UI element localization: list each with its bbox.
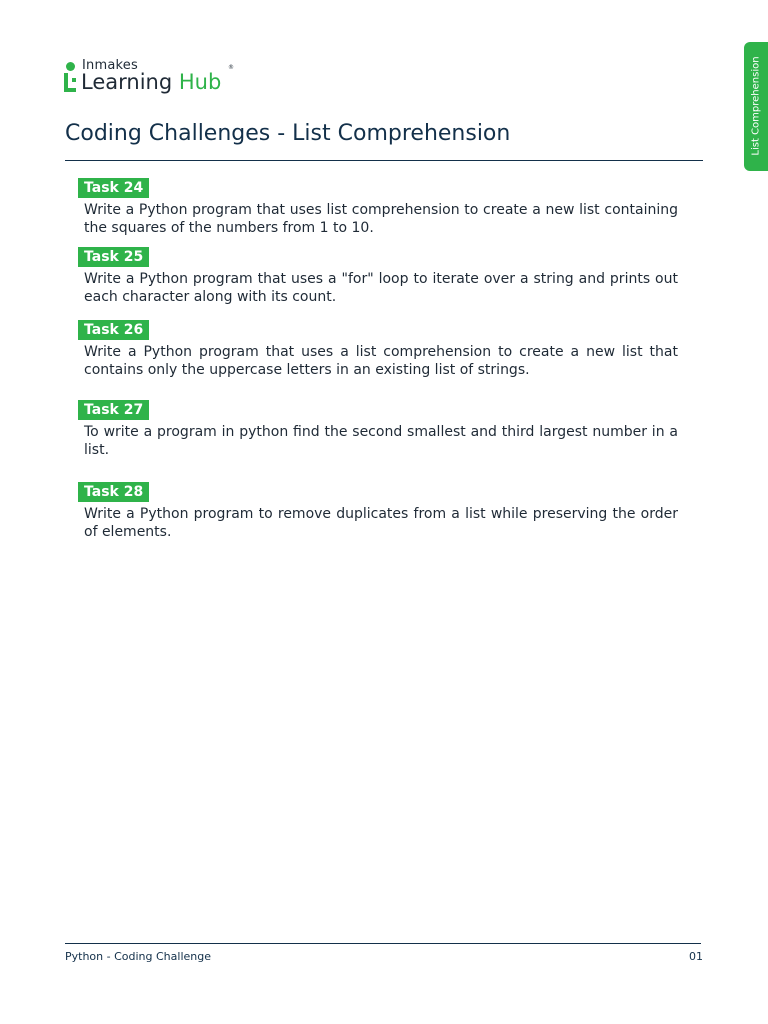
task-item-24 [78, 177, 678, 237]
page-number: 01 [689, 950, 703, 963]
page-title: Coding Challenges - List Comprehension [65, 121, 511, 146]
brand-logo [64, 58, 244, 100]
task-description: Write a Python program that uses a list comprehension to create a new list that contains only the uppercase letters in an existing list of strings. [84, 344, 678, 378]
task-description: Write a Python program to remove duplicates from a list while preserving the order of elements. [84, 506, 678, 540]
task-badge: Task 27 [78, 400, 149, 420]
task-item-28 [78, 481, 678, 541]
footer-divider [65, 943, 701, 944]
task-item-25 [78, 246, 678, 306]
task-item-26 [78, 319, 678, 379]
task-badge: Task 24 [78, 178, 149, 198]
task-badge: Task 28 [78, 482, 149, 502]
title-divider [65, 160, 703, 161]
footer-title: Python - Coding Challenge [65, 950, 211, 963]
task-description: To write a program in python find the second smallest and third largest number in a list. [84, 424, 678, 458]
task-badge: Task 26 [78, 320, 149, 340]
logo-mark-icon [64, 62, 78, 96]
side-tab-label: List Comprehension [750, 56, 762, 156]
task-description: Write a Python program that uses a "for" loop to iterate over a string and prints out each character along with its count. [84, 271, 678, 305]
logo-main-text [81, 70, 221, 94]
section-side-tab [744, 42, 768, 171]
logo-hub-text: Hub [178, 70, 222, 94]
task-description: Write a Python program that uses list comprehension to create a new list containing the squares of the numbers from 1 to 10. [84, 202, 678, 236]
logo-small-text: Inmakes [82, 58, 138, 73]
logo-learning-text: Learning [81, 70, 173, 94]
task-badge: Task 25 [78, 247, 149, 267]
registered-mark: ® [228, 64, 234, 71]
task-item-27 [78, 399, 678, 459]
